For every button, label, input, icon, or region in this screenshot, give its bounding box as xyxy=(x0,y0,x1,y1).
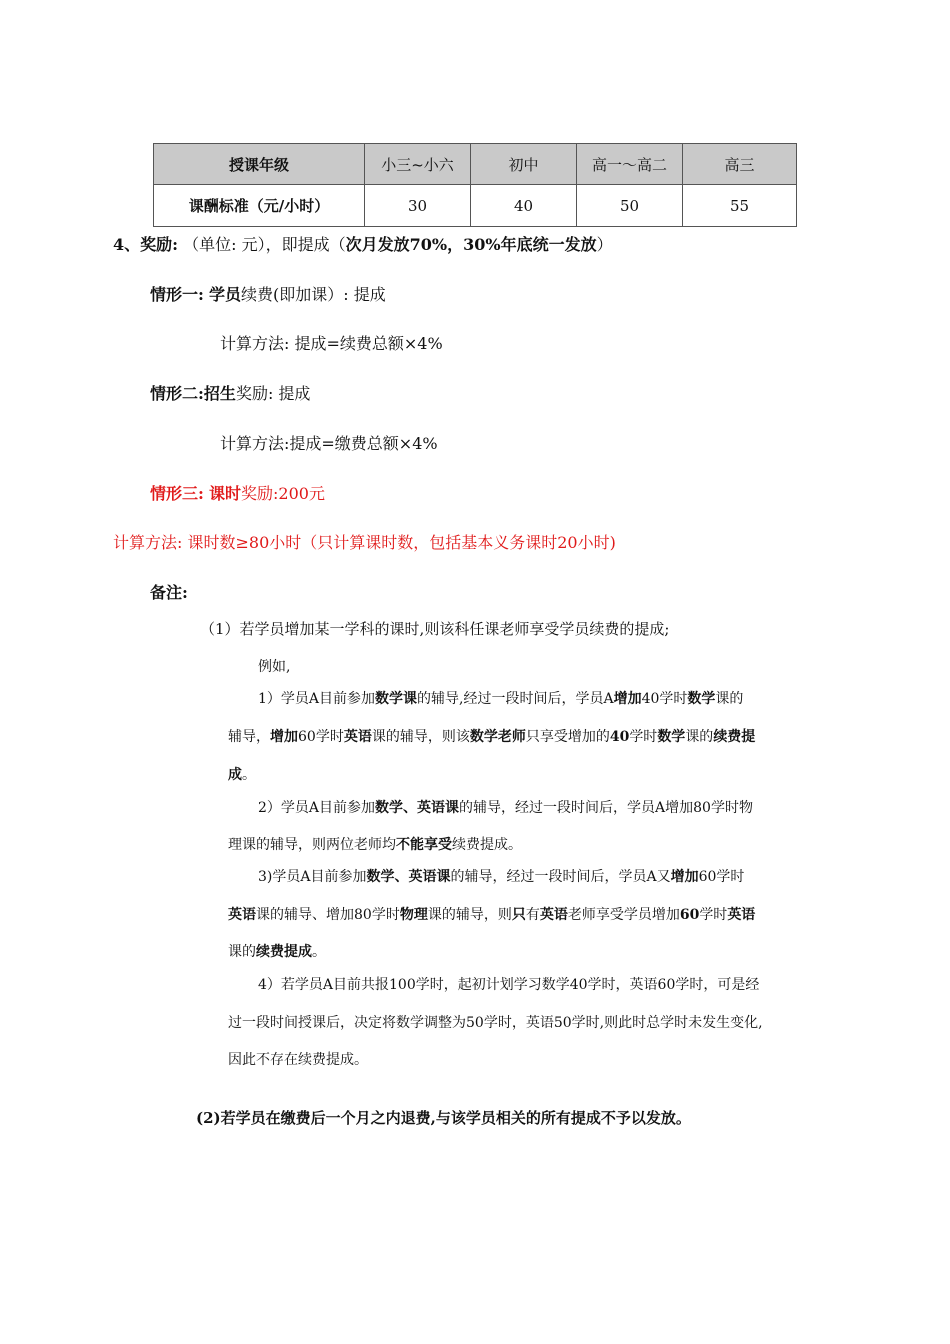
table-header-row xyxy=(154,144,797,185)
example3-line1 xyxy=(258,866,744,886)
remarks-title: 备注: xyxy=(150,583,188,602)
section-title: 4、奖励: xyxy=(113,235,179,254)
example4-line3: 因此不存在续费提成。 xyxy=(228,1052,368,1068)
example3-line3 xyxy=(228,941,326,961)
text-span: 数学、英语课 xyxy=(366,869,451,885)
table-header-cell: 高一～高二 xyxy=(577,144,683,185)
text-span: 。 xyxy=(312,944,326,960)
text-span: 60学时 xyxy=(698,869,745,885)
example1-line2 xyxy=(228,726,755,746)
case1-text: 续费(即加课）: 提成 xyxy=(241,285,386,304)
text-span: 续费提成。 xyxy=(452,837,522,853)
text-span: 续费提 xyxy=(713,729,756,745)
table-row xyxy=(154,185,797,227)
table-header-cell: 小三~小六 xyxy=(365,144,471,185)
remark-item-2: (2)若学员在缴费后一个月之内退费,与该学员相关的所有提成不予以发放。 xyxy=(196,1109,691,1127)
section-heading xyxy=(113,232,613,255)
text-span: 的辅导,经过一段时间后，学员A xyxy=(417,691,614,707)
example1-line3 xyxy=(228,764,256,784)
section-note-end: ） xyxy=(596,235,613,254)
text-span: 1）学员A目前参加 xyxy=(258,691,376,707)
text-span: 只享受增加的 xyxy=(525,729,610,745)
text-span: 增加 xyxy=(270,729,298,745)
text-span: 增加 xyxy=(613,691,642,707)
text-span: 数学课 xyxy=(375,691,418,707)
text-span: 数学、英语课 xyxy=(375,800,460,816)
text-span: 学时 xyxy=(629,729,658,745)
text-span: 课的 xyxy=(685,729,714,745)
text-span: 课的 xyxy=(228,944,256,960)
text-span: 。 xyxy=(242,767,256,783)
text-span: 理课的辅导，则两位老师均 xyxy=(228,837,396,853)
text-span: 物理 xyxy=(399,907,428,923)
section-note-bold: 次月发放70%，30%年底统一发放 xyxy=(345,235,597,254)
case2-calc: 计算方法:提成=缴费总额×4% xyxy=(220,434,438,453)
text-span: 老师享受学员增加 xyxy=(567,907,680,923)
text-span: 2）学员A目前参加 xyxy=(258,800,376,816)
case1-line xyxy=(150,282,386,305)
case3-calc: 计算方法: 课时数≥80小时（只计算课时数，包括基本义务课时20小时) xyxy=(113,533,616,552)
case2-label: 情形二: xyxy=(150,384,204,403)
case3-line xyxy=(150,481,325,504)
text-span: 课的 xyxy=(715,691,744,707)
table-cell: 40 xyxy=(471,185,577,227)
text-span: 数学 xyxy=(687,691,716,707)
remark-item-1: （1）若学员增加某一学科的课时,则该科任课老师享受学员续费的提成; xyxy=(200,620,670,638)
table-header-cell: 高三 xyxy=(683,144,797,185)
text-span: 有 xyxy=(525,907,540,923)
table-cell: 55 xyxy=(683,185,797,227)
text-span: 课的辅导，则 xyxy=(427,907,512,923)
case3-label: 情形三: xyxy=(150,484,204,503)
text-span: 续费提成 xyxy=(256,944,312,960)
case2-line xyxy=(150,381,310,404)
text-span: 学时 xyxy=(699,907,728,923)
table-header-cell: 初中 xyxy=(471,144,577,185)
example4-line2: 过一段时间授课后，决定将数学调整为50学时，英语50学时,则此时总学时未发生变化, xyxy=(228,1015,763,1031)
table-cell: 课酬标准（元/小时） xyxy=(154,185,365,227)
example-label: 例如, xyxy=(258,659,291,675)
text-span: 只 xyxy=(511,907,526,923)
text-span: 英语 xyxy=(343,729,372,745)
case3-text: 奖励:200元 xyxy=(241,484,325,503)
example1-line1 xyxy=(258,688,743,708)
text-span: 的辅导，经过一段时间后，学员A增加80学时物 xyxy=(459,800,753,816)
table-header-cell: 授课年级 xyxy=(154,144,365,185)
case1-keyword: 学员 xyxy=(209,285,242,304)
text-span: 的辅导，经过一段时间后，学员A又 xyxy=(450,869,671,885)
text-span: 英语 xyxy=(727,907,756,923)
rate-table xyxy=(153,143,797,227)
case2-keyword: 招生 xyxy=(203,384,236,403)
example2-line1 xyxy=(258,797,753,817)
example3-line2 xyxy=(228,904,755,924)
text-span: 课的辅导、增加80学时 xyxy=(256,907,400,923)
case3-keyword: 课时 xyxy=(209,484,242,503)
text-span: 数学老师 xyxy=(469,729,526,745)
text-span: 成 xyxy=(228,767,242,783)
case1-label: 情形一: xyxy=(150,285,204,304)
text-span: 40 xyxy=(609,729,630,745)
table-cell: 30 xyxy=(365,185,471,227)
text-span: 辅导， xyxy=(228,729,270,745)
section-note: （单位: 元），即提成（ xyxy=(183,235,346,254)
text-span: 英语 xyxy=(228,907,256,923)
example2-line2 xyxy=(228,834,522,854)
text-span: 60 xyxy=(679,907,700,923)
text-span: 增加 xyxy=(670,869,699,885)
text-span: 课的辅导，则该 xyxy=(371,729,470,745)
table-cell: 50 xyxy=(577,185,683,227)
text-span: 数学 xyxy=(657,729,686,745)
text-span: 40学时 xyxy=(641,691,688,707)
text-span: 英语 xyxy=(539,907,568,923)
text-span: 不能享受 xyxy=(396,837,452,853)
text-span: 60学时 xyxy=(298,729,344,745)
example4-line1: 4）若学员A目前共报100学时，起初计划学习数学40学时，英语60学时，可是经 xyxy=(258,977,760,993)
case1-calc: 计算方法: 提成=续费总额×4% xyxy=(220,334,443,353)
case2-text: 奖励: 提成 xyxy=(235,384,311,403)
text-span: 3)学员A目前参加 xyxy=(258,869,367,885)
